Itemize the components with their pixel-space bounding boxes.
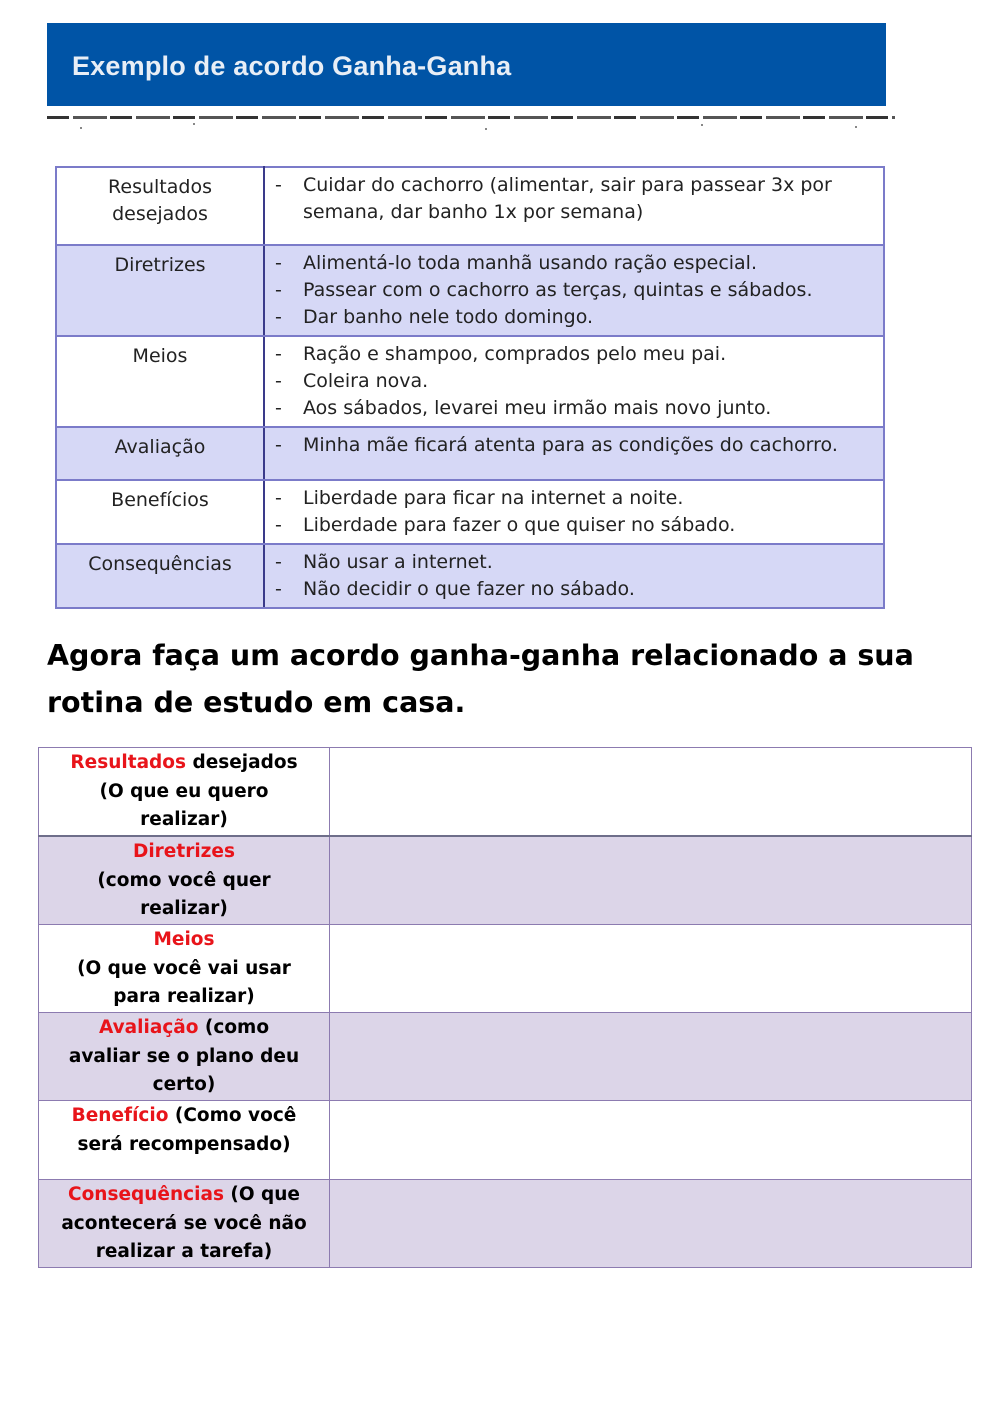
bullet-dash: - <box>275 343 282 365</box>
list-item <box>275 304 875 331</box>
row-label <box>56 245 264 336</box>
template-row-beneficio <box>39 1101 972 1180</box>
row-content <box>264 480 884 544</box>
label-line: Benefícios <box>111 489 209 511</box>
example-row-consequencias <box>56 544 884 608</box>
list-item <box>275 172 875 226</box>
instruction-line: Agora faça um acordo ganha-ganha relacionado a sua <box>47 639 914 672</box>
item-text: Ração e shampoo, comprados pelo meu pai. <box>303 343 727 365</box>
row-content <box>264 336 884 427</box>
item-text: Não decidir o que fazer no sábado. <box>303 578 635 600</box>
label-rest: (O que <box>223 1184 300 1205</box>
answer-cell-beneficio[interactable] <box>330 1101 972 1180</box>
item-text: Dar banho nele todo domingo. <box>303 306 594 328</box>
answer-cell-consequencias[interactable] <box>330 1180 972 1268</box>
example-row-resultados <box>56 167 884 245</box>
template-row-avaliacao <box>39 1013 972 1101</box>
template-row-consequencias <box>39 1180 972 1268</box>
label-line: será recompensado) <box>77 1133 291 1155</box>
label-line: realizar) <box>140 809 228 830</box>
label-line: realizar a tarefa) <box>95 1241 273 1262</box>
answer-cell-avaliacao[interactable] <box>330 1013 972 1101</box>
row-label <box>56 544 264 608</box>
label-keyword: Benefício <box>71 1105 169 1126</box>
label-line: para realizar) <box>113 986 255 1007</box>
label-line: Diretrizes <box>114 254 206 276</box>
row-label <box>39 1101 330 1180</box>
row-label <box>56 167 264 245</box>
bullet-dash: - <box>275 578 282 600</box>
row-label <box>39 1013 330 1101</box>
bullet-dash: - <box>275 306 282 328</box>
row-label <box>39 836 330 925</box>
row-label <box>56 480 264 544</box>
label-line: Resultados <box>108 176 212 198</box>
list-item <box>275 485 875 512</box>
example-row-diretrizes <box>56 245 884 336</box>
list-item <box>275 395 875 422</box>
item-text: Liberdade para fazer o que quiser no sábado. <box>303 514 736 536</box>
item-text: Cuidar do cachorro (alimentar, sair para passear 3x por semana, dar banho 1x por semana) <box>303 174 832 223</box>
item-text: Minha mãe ficará atenta para as condições do cachorro. <box>303 434 838 456</box>
row-content <box>264 167 884 245</box>
bullet-dash: - <box>275 370 282 392</box>
header-divider <box>47 116 895 119</box>
list-item <box>275 368 875 395</box>
label-line: avaliar se o plano deu <box>68 1045 300 1067</box>
item-text: Não usar a internet. <box>303 551 493 573</box>
item-text: Liberdade para ficar na internet a noite. <box>303 487 684 509</box>
label-rest: desejados <box>186 752 298 773</box>
row-content <box>264 544 884 608</box>
label-line: (O que você vai usar <box>77 957 291 979</box>
label-line: Meios <box>132 345 188 367</box>
answer-cell-resultados[interactable] <box>330 748 972 837</box>
item-text: Passear com o cachorro as terças, quintas e sábados. <box>303 279 813 301</box>
label-keyword: Diretrizes <box>132 841 235 862</box>
list-item <box>275 341 875 368</box>
label-line: certo) <box>152 1074 216 1095</box>
example-row-avaliacao <box>56 427 884 480</box>
scan-specks <box>47 121 895 131</box>
row-content <box>264 427 884 480</box>
instruction-line: rotina de estudo em casa. <box>47 686 466 719</box>
example-agreement-table <box>55 166 885 609</box>
bullet-dash: - <box>275 487 282 509</box>
label-line: desejados <box>112 203 208 225</box>
list-item <box>275 549 875 576</box>
list-item <box>275 512 875 539</box>
item-text: Alimentá-lo toda manhã usando ração especial. <box>303 252 758 274</box>
label-keyword: Avaliação <box>98 1017 199 1038</box>
answer-cell-meios[interactable] <box>330 925 972 1013</box>
list-item <box>275 250 875 277</box>
item-text: Coleira nova. <box>303 370 429 392</box>
label-line: (O que eu quero <box>99 780 269 802</box>
instruction-text <box>47 632 967 726</box>
row-label <box>39 925 330 1013</box>
header-banner <box>47 23 886 106</box>
label-keyword: Consequências <box>68 1184 224 1205</box>
template-row-meios <box>39 925 972 1013</box>
list-item <box>275 432 875 459</box>
answer-cell-diretrizes[interactable] <box>330 836 972 925</box>
label-rest: (Como você <box>168 1105 297 1126</box>
bullet-dash: - <box>275 514 282 536</box>
label-line: (como você quer <box>97 869 271 891</box>
example-row-meios <box>56 336 884 427</box>
bullet-dash: - <box>275 434 282 456</box>
row-label <box>39 748 330 837</box>
label-keyword: Resultados <box>70 752 187 773</box>
list-item <box>275 576 875 603</box>
row-content <box>264 245 884 336</box>
label-line: Consequências <box>88 553 232 575</box>
label-line: Avaliação <box>114 436 206 458</box>
label-line: realizar) <box>140 898 228 919</box>
page-title: Exemplo de acordo Ganha-Ganha <box>72 51 512 81</box>
label-rest: (como <box>198 1017 270 1038</box>
row-label <box>56 336 264 427</box>
row-label <box>56 427 264 480</box>
bullet-dash: - <box>275 397 282 419</box>
bullet-dash: - <box>275 551 282 573</box>
bullet-dash: - <box>275 252 282 274</box>
template-row-resultados <box>39 748 972 837</box>
example-row-beneficios <box>56 480 884 544</box>
row-label <box>39 1180 330 1268</box>
item-text: Aos sábados, levarei meu irmão mais novo junto. <box>303 397 772 419</box>
template-row-diretrizes <box>39 836 972 925</box>
bullet-dash: - <box>275 279 282 301</box>
bullet-dash: - <box>275 174 282 196</box>
label-keyword: Meios <box>153 929 215 950</box>
list-item <box>275 277 875 304</box>
student-agreement-table <box>38 747 972 1268</box>
label-line: acontecerá se você não <box>61 1212 307 1234</box>
